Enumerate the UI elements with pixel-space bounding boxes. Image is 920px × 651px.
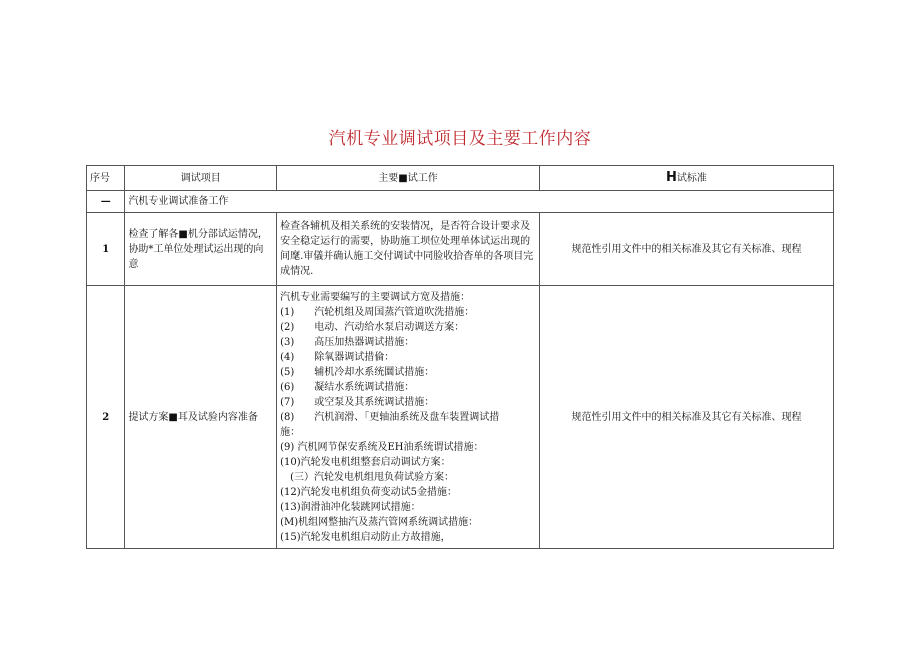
header-item: 调试项目: [125, 166, 277, 191]
list-item: (8) 汽机润滑、「更轴油系统及盘车装置调试措: [280, 411, 500, 423]
row-work: 检查各辅机及相关系统的安装情况，是否符合设计要求及安全稳定运行的需要，协助施工坝位处理单体试运出现的间麾.审儀并确认施工交付调试中同脸收拾杳单的各项目完成情况.: [277, 213, 540, 286]
commissioning-table: [86, 165, 834, 549]
header-standard-label: 试标准: [676, 173, 707, 184]
row-seq: 2: [87, 286, 125, 549]
row-item: 提试方案■耳及试验内容准备: [125, 286, 277, 549]
table-row: [87, 213, 834, 286]
list-item: (1) 汽轮机组及周国蒸汽管道吹洗措施：: [280, 306, 475, 318]
list-item: (5) 辅机冷却水系统圜试措施：: [280, 366, 435, 378]
list-item: (7) 或空泵及其系统调试措施：: [280, 396, 435, 408]
row-standard: 规范性引用文件中的相关标准及其它有关标准、现程: [539, 213, 833, 286]
table-row: [87, 286, 834, 549]
header-standard-prefix: H: [666, 170, 677, 185]
list-item: (10)汽轮发电机组整套启动调试方案：: [280, 456, 451, 468]
header-work: 主要■试工作: [277, 166, 540, 191]
list-item: (4) 除氧器调试措倫：: [280, 351, 395, 363]
header-seq: 序号: [87, 166, 125, 191]
list-item: (3) 高压加热器调试措施：: [280, 336, 415, 348]
work-intro: 汽机专业需要编写的主要调试方宽及措施：: [280, 291, 471, 303]
document-title: 汽机专业调试项目及主要工作内容: [328, 129, 592, 149]
section-seq: —: [87, 191, 125, 213]
list-item: (6) 凝结水系统调试措施：: [280, 381, 415, 393]
row-item: 检查了解各■机分部试运情况，协助*工单位处理试运出现的向意: [125, 213, 277, 286]
row-seq: 1: [87, 213, 125, 286]
section-label: 汽机专业调试准备工作: [125, 191, 834, 213]
table-header-row: [87, 166, 834, 191]
work-list: [280, 305, 536, 545]
list-item: (13)润滑油冲化装跳网试措施：: [280, 501, 421, 513]
row-standard: 规范性引用文件中的相关标准及其它有关标准、现程: [539, 286, 833, 549]
list-item: (12)汽轮发电机组负荷变动试5金措施：: [280, 486, 457, 498]
list-item: (三）汽轮发电机组甩负荷试验方案：: [280, 471, 455, 483]
row-work: [277, 286, 540, 549]
list-item: (M)机组网整抽汽及蒸汽管网系统调试措施：: [280, 516, 479, 528]
list-item: (2) 电动、汽动给水泵启动调送方案：: [280, 321, 465, 333]
header-standard: [539, 166, 833, 191]
section-row: [87, 191, 834, 213]
list-item: (15)汽轮发电机组启动防止方故措施，: [280, 531, 451, 543]
list-item: 施：: [280, 426, 301, 438]
list-item: (9) 汽机网节保安系统及EH油系统谓试措施：: [280, 441, 484, 453]
